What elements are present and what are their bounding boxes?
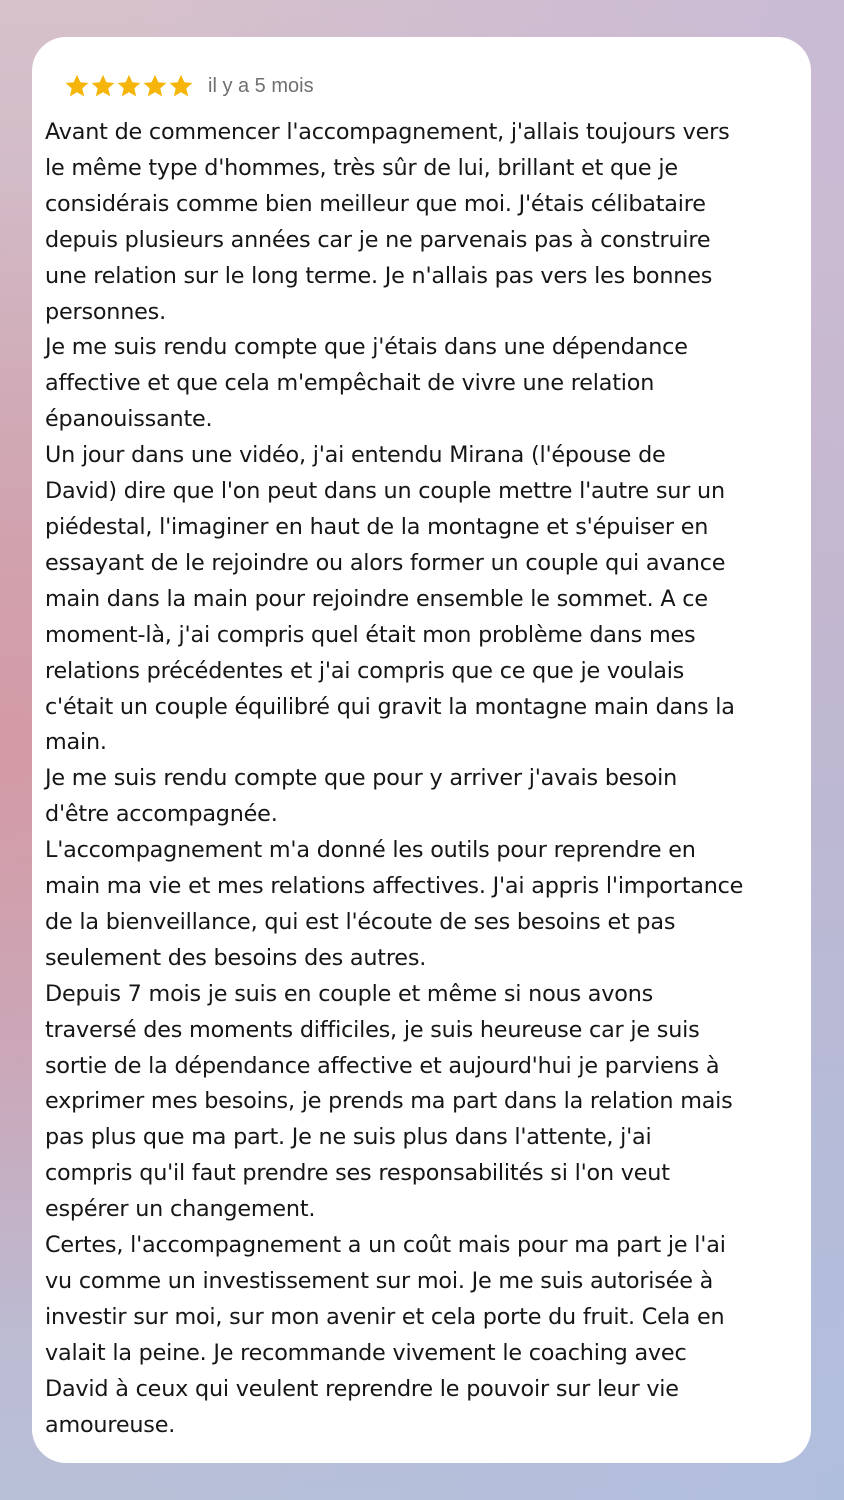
review-line: David) dire que l'on peut dans un couple mettre l'autre sur un [45,478,725,505]
review-line: main dans la main pour rejoindre ensemble le sommet. A ce [45,585,708,612]
review-line: compris qu'il faut prendre ses responsabilités si l'on veut [45,1160,670,1187]
review-line: sortie de la dépendance affective et aujourd'hui je parviens à [45,1052,720,1079]
star-icon [90,73,116,99]
review-line: amoureuse. [45,1411,176,1438]
review-line: une relation sur le long terme. Je n'allais pas vers les bonnes [45,262,713,289]
review-line: traversé des moments difficiles, je suis heureuse car je suis [45,1016,700,1043]
review-line: main ma vie et mes relations affectives. J'ai appris l'importance [45,873,744,900]
star-icon [116,73,142,99]
review-line: le même type d'hommes, très sûr de lui, brillant et que je [45,154,678,181]
star-icon [142,73,168,99]
review-line: Je me suis rendu compte que j'étais dans une dépendance [45,334,688,361]
review-line: considérais comme bien meilleur que moi. J'étais célibataire [45,190,706,217]
review-line: Un jour dans une vidéo, j'ai entendu Mirana (l'épouse de [45,442,666,469]
review-line: c'était un couple équilibré qui gravit la montagne main dans la [45,693,735,720]
review-header [64,69,314,103]
review-line: de la bienveillance, qui est l'écoute de ses besoins et pas [45,908,676,935]
review-line: épanouissante. [45,406,213,433]
review-line: personnes. [45,298,166,325]
review-line: Depuis 7 mois je suis en couple et même si nous avons [45,980,654,1007]
review-line: pas plus que ma part. Je ne suis plus dans l'attente, j'ai [45,1124,652,1151]
review-line: main. [45,729,107,756]
review-line: relations précédentes et j'ai compris que ce que je voulais [45,657,685,684]
review-line: exprimer mes besoins, je prends ma part dans la relation mais [45,1088,733,1115]
review-line: piédestal, l'imaginer en haut de la montagne et s'épuiser en [45,513,709,540]
review-date: il y a 5 mois [208,75,314,97]
review-text [45,115,807,1444]
review-line: depuis plusieurs années car je ne parvenais pas à construire [45,226,711,253]
star-rating [64,73,194,99]
star-icon [168,73,194,99]
review-line: espérer un changement. [45,1196,316,1223]
review-line: essayant de le rejoindre ou alors former un couple qui avance [45,549,726,576]
review-line: L'accompagnement m'a donné les outils pour reprendre en [45,837,696,864]
star-icon [64,73,90,99]
review-line: valait la peine. Je recommande vivement le coaching avec [45,1339,687,1366]
review-line: seulement des besoins des autres. [45,944,427,971]
review-card [32,37,811,1463]
review-line: affective et que cela m'empêchait de vivre une relation [45,370,655,397]
review-line: Certes, l'accompagnement a un coût mais pour ma part je l'ai [45,1232,726,1259]
review-line: Je me suis rendu compte que pour y arriver j'avais besoin [45,765,678,792]
review-line: moment-là, j'ai compris quel était mon problème dans mes [45,621,696,648]
review-line: investir sur moi, sur mon avenir et cela porte du fruit. Cela en [45,1303,725,1330]
review-line: Avant de commencer l'accompagnement, j'allais toujours vers [45,119,730,145]
review-line: d'être accompagnée. [45,801,278,828]
review-line: vu comme un investissement sur moi. Je me suis autorisée à [45,1268,714,1294]
review-line: David à ceux qui veulent reprendre le pouvoir sur leur vie [45,1375,679,1402]
